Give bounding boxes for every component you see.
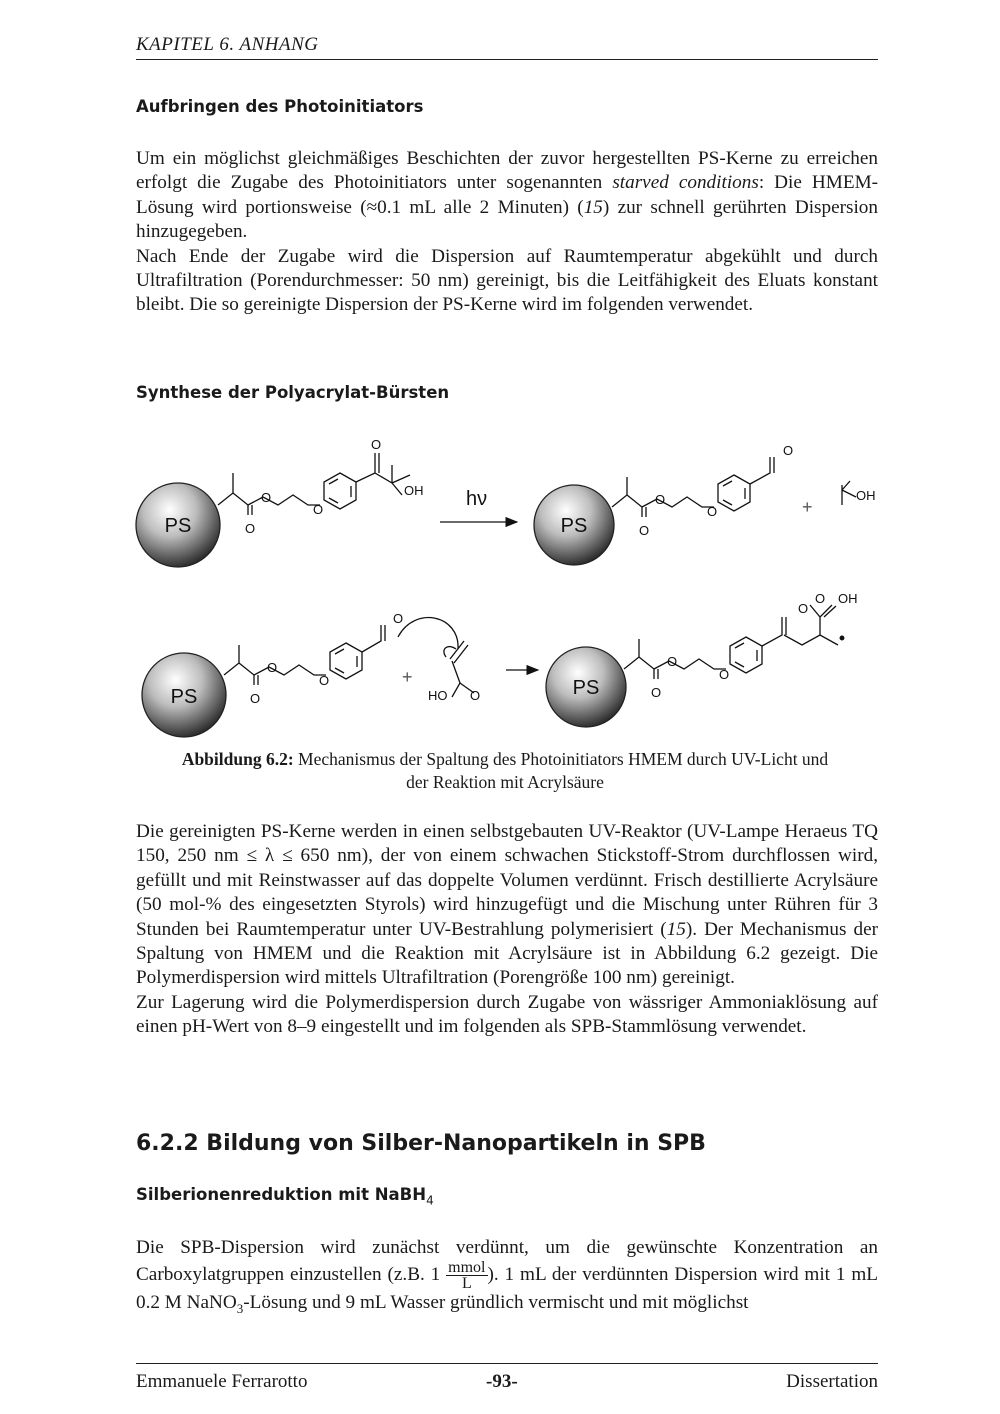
paragraph-synthesis (136, 820, 878, 1040)
section-title: 6.2.2 Bildung von Silber-Nanopartikeln in SPB (136, 1131, 706, 1156)
atom-o: O (719, 667, 730, 682)
running-head: KAPITEL 6. ANHANG (136, 34, 319, 55)
paragraph-photoinitiator (136, 147, 878, 318)
atom-o: O (393, 611, 404, 626)
acyl-radical-bond (750, 457, 774, 484)
emphasis-text: starved conditions (612, 172, 759, 194)
paragraph-1: Um ein möglichst gleichmäßiges Beschichten der zuvor hergestellten PS-Kerne zu erreichen erfolgt die Zugabe des Photoinitiators unter sogenannten starved conditions: Die HMEM-Lösung wird portionsweise (≈0.1 mL alle 2 Minuten) (15) zur schnell gerührten Dispersion hinzugegeben. (136, 148, 879, 243)
paragraph-2: Nach Ende der Zugabe wird die Dispersion auf Raumtemperatur abgekühlt und durch Ultrafiltration (Porendurchmesser: 50 nm) gereinigt, bis die Leitfähigkeit des Eluats konstant bleibt. Die so gereinigte Dispersion der PS-Kerne wird im folgenden verwendet. (136, 245, 878, 316)
acyl-radical-bond (362, 625, 385, 652)
atom-o: O (261, 490, 272, 505)
ring-inner-bond (329, 479, 351, 503)
atom-o: O (319, 673, 330, 688)
caption-text: Mechanismus der Spaltung des Photoinitiators HMEM durch UV-Licht und der Reaktion mit Acrylsäure (293, 749, 829, 792)
atom-ho: HO (428, 688, 448, 703)
atom-o: O (651, 685, 662, 700)
atom-o: O (783, 443, 794, 458)
electron-arrow (398, 618, 458, 649)
ketone-bond (356, 453, 410, 495)
subheading-synthesis: Synthese der Polyacrylat-Bürsten (136, 383, 450, 402)
ps-label: PS (560, 515, 588, 537)
ring-inner-bond (735, 643, 757, 667)
citation-ref: 15 (583, 196, 603, 218)
plus-sign: + (802, 497, 813, 517)
ps-label: PS (572, 677, 600, 699)
reaction-scheme-figure (130, 435, 890, 745)
atom-o: O (798, 601, 809, 616)
caption-label: Abbildung 6.2: (181, 749, 294, 769)
atom-o: O (245, 521, 256, 536)
atom-o: O (250, 691, 261, 706)
hv-label: hν (466, 488, 488, 510)
footer-author: Emmanuele Ferrarotto (136, 1371, 308, 1392)
atom-o: O (371, 437, 382, 452)
atom-o: O (313, 502, 324, 517)
page-number: -93- (486, 1371, 518, 1392)
paragraph-3: Die gereinigten PS-Kerne werden in einen selbstgebauten UV-Reaktor (UV-Lampe Heraeus TQ 150, 250 nm ≤ λ ≤ 650 nm), der von einem schwachen Stickstoff-Strom durchflossen wird, gefüllt und mit Reinstwasser auf das doppelte Volumen verdünnt. Frisch destillierte Acrylsäure (50 mol-% des eingesetzten Styrols) wird hinzugefügt und die Mischung unter Rühren für 3 Stunden bei Raumtemperatur unter UV-Bestrahlung polymerisiert (15). Der Mechanismus der Spaltung von HMEM und die Reaktion mit Acrylsäure ist in Abbildung 6.2 gezeigt. Die Polymerdispersion wird mittels Ultrafiltration (Porengröße 100 nm) gereinigt. (136, 821, 878, 989)
atom-o: O (707, 504, 718, 519)
electron-arrow (444, 647, 456, 657)
paragraph-reduction (136, 1236, 878, 1322)
ring-inner-bond (335, 649, 357, 673)
ps-label: PS (170, 686, 198, 708)
radical-dot (840, 636, 844, 640)
paragraph-4: Zur Lagerung wird die Polymerdispersion durch Zugabe von wässriger Ammoniaklösung auf einen pH-Wert von 8–9 eingestellt und im folgenden als SPB-Stammlösung verwendet. (136, 991, 878, 1038)
header-rule (136, 59, 878, 60)
citation-ref: 15 (666, 918, 686, 940)
atom-o: O (470, 688, 481, 703)
figure-caption (180, 748, 830, 794)
atom-oh: OH (404, 483, 424, 498)
plus-sign: + (402, 667, 413, 687)
ring-inner-bond (723, 481, 745, 505)
radical-fragment (842, 481, 856, 505)
atom-o: O (655, 492, 666, 507)
atom-oh: OH (838, 591, 858, 606)
atom-oh: OH (856, 488, 876, 503)
atom-o: O (667, 654, 678, 669)
atom-o: O (639, 523, 650, 538)
atom-o: O (267, 660, 278, 675)
footer-rule (136, 1363, 878, 1364)
atom-o: O (815, 591, 826, 606)
paragraph-5: Die SPB-Dispersion wird zunächst verdünnt, um die gewünschte Konzentration an Carboxylatgruppen einzustellen (z.B. 1 $\frac{\text{mmol}}{L}$ ). 1 mL der verdünnten Dispersion wird mit 1 mL 0.2 M NaNO$_3$-Lösung und 9 mL Wasser gründlich vermischt und mit möglichst (136, 1237, 878, 1317)
subheading-photoinitiator: Aufbringen des Photoinitiators (136, 97, 424, 116)
footer-doc-type: Dissertation (786, 1371, 878, 1392)
fraction: $\frac{\text{mmol}}{L}$ (448, 1259, 486, 1293)
ps-label: PS (164, 515, 192, 537)
subheading-reduction: Silberionenreduktion mit NaBH$_4$ (136, 1185, 434, 1208)
